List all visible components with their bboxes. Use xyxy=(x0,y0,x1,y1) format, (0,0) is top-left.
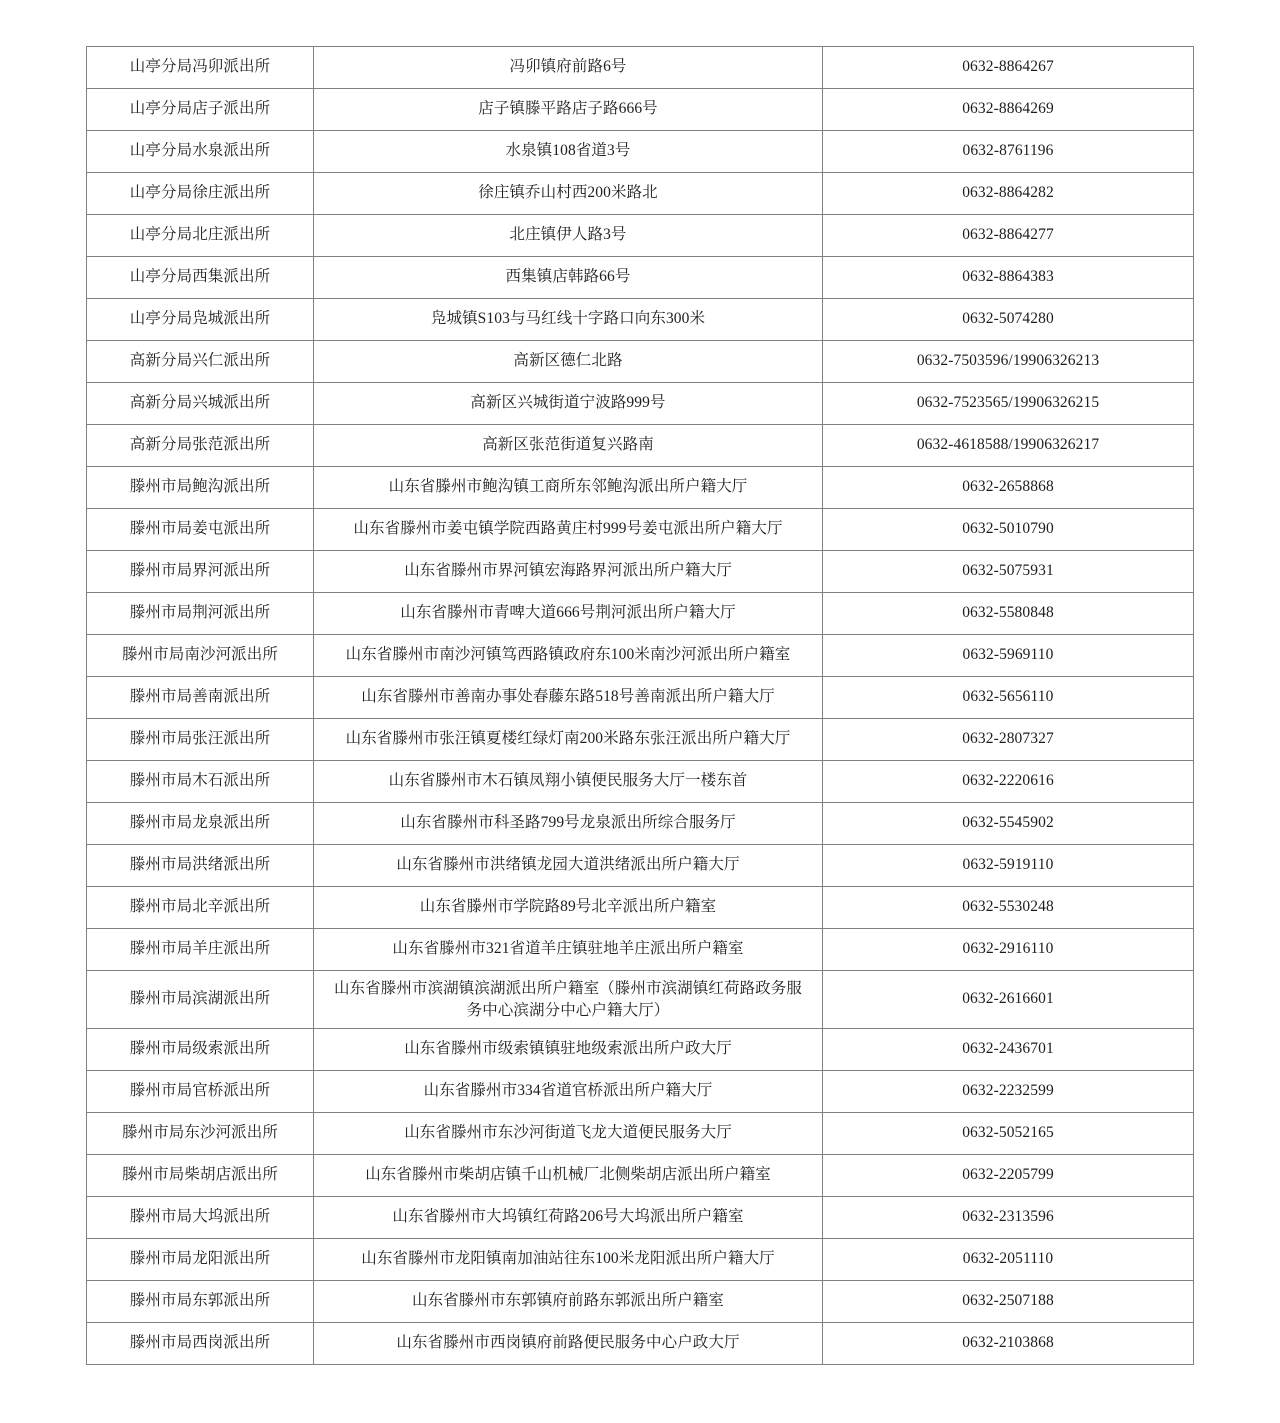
police-station-table xyxy=(86,46,1194,1365)
station-address-cell: 山东省滕州市东郭镇府前路东郭派出所户籍室 xyxy=(314,1281,823,1323)
station-name-cell: 山亭分局冯卯派出所 xyxy=(87,47,314,89)
table-row xyxy=(87,593,1194,635)
table-row xyxy=(87,1155,1194,1197)
table-row xyxy=(87,173,1194,215)
station-name-cell: 滕州市局西岗派出所 xyxy=(87,1323,314,1365)
table-row xyxy=(87,1239,1194,1281)
station-name-cell: 山亭分局水泉派出所 xyxy=(87,131,314,173)
station-address-cell: 山东省滕州市南沙河镇笃西路镇政府东100米南沙河派出所户籍室 xyxy=(314,635,823,677)
station-phone-cell: 0632-5075931 xyxy=(823,551,1194,593)
station-phone-cell: 0632-5919110 xyxy=(823,845,1194,887)
station-address-cell: 山东省滕州市滨湖镇滨湖派出所户籍室（滕州市滨湖镇红荷路政务服务中心滨湖分中心户籍大厅） xyxy=(314,971,823,1029)
station-name-cell: 高新分局兴城派出所 xyxy=(87,383,314,425)
station-phone-cell: 0632-2507188 xyxy=(823,1281,1194,1323)
station-name-cell: 滕州市局东沙河派出所 xyxy=(87,1113,314,1155)
station-address-cell: 高新区张范街道复兴路南 xyxy=(314,425,823,467)
station-name-cell: 滕州市局荆河派出所 xyxy=(87,593,314,635)
station-address-cell: 徐庄镇乔山村西200米路北 xyxy=(314,173,823,215)
station-phone-cell: 0632-2220616 xyxy=(823,761,1194,803)
table-row xyxy=(87,425,1194,467)
station-name-cell: 山亭分局徐庄派出所 xyxy=(87,173,314,215)
station-name-cell: 滕州市局柴胡店派出所 xyxy=(87,1155,314,1197)
table-row xyxy=(87,257,1194,299)
table-row xyxy=(87,1323,1194,1365)
station-phone-cell: 0632-5530248 xyxy=(823,887,1194,929)
table-row xyxy=(87,635,1194,677)
station-address-cell: 山东省滕州市木石镇凤翔小镇便民服务大厅一楼东首 xyxy=(314,761,823,803)
station-name-cell: 滕州市局鲍沟派出所 xyxy=(87,467,314,509)
station-phone-cell: 0632-5656110 xyxy=(823,677,1194,719)
table-row xyxy=(87,1071,1194,1113)
station-address-cell: 高新区德仁北路 xyxy=(314,341,823,383)
station-phone-cell: 0632-2313596 xyxy=(823,1197,1194,1239)
table-row xyxy=(87,845,1194,887)
station-name-cell: 滕州市局张汪派出所 xyxy=(87,719,314,761)
station-phone-cell: 0632-2103868 xyxy=(823,1323,1194,1365)
station-name-cell: 滕州市局洪绪派出所 xyxy=(87,845,314,887)
station-address-cell: 山东省滕州市西岗镇府前路便民服务中心户政大厅 xyxy=(314,1323,823,1365)
station-address-cell: 山东省滕州市321省道羊庄镇驻地羊庄派出所户籍室 xyxy=(314,929,823,971)
table-row xyxy=(87,341,1194,383)
station-phone-cell: 0632-2232599 xyxy=(823,1071,1194,1113)
station-phone-cell: 0632-2807327 xyxy=(823,719,1194,761)
table-row xyxy=(87,131,1194,173)
station-address-cell: 北庄镇伊人路3号 xyxy=(314,215,823,257)
station-name-cell: 滕州市局官桥派出所 xyxy=(87,1071,314,1113)
station-address-cell: 冯卯镇府前路6号 xyxy=(314,47,823,89)
station-phone-cell: 0632-2616601 xyxy=(823,971,1194,1029)
table-row xyxy=(87,467,1194,509)
station-address-cell: 店子镇滕平路店子路666号 xyxy=(314,89,823,131)
station-address-cell: 山东省滕州市龙阳镇南加油站往东100米龙阳派出所户籍大厅 xyxy=(314,1239,823,1281)
table-row xyxy=(87,929,1194,971)
station-phone-cell: 0632-2658868 xyxy=(823,467,1194,509)
station-phone-cell: 0632-4618588/19906326217 xyxy=(823,425,1194,467)
station-address-cell: 山东省滕州市学院路89号北辛派出所户籍室 xyxy=(314,887,823,929)
station-name-cell: 滕州市局级索派出所 xyxy=(87,1029,314,1071)
station-name-cell: 山亭分局店子派出所 xyxy=(87,89,314,131)
station-address-cell: 凫城镇S103与马红线十字路口向东300米 xyxy=(314,299,823,341)
station-address-cell: 山东省滕州市科圣路799号龙泉派出所综合服务厅 xyxy=(314,803,823,845)
station-phone-cell: 0632-5052165 xyxy=(823,1113,1194,1155)
station-phone-cell: 0632-5969110 xyxy=(823,635,1194,677)
station-address-cell: 高新区兴城街道宁波路999号 xyxy=(314,383,823,425)
table-row xyxy=(87,383,1194,425)
station-phone-cell: 0632-5074280 xyxy=(823,299,1194,341)
station-name-cell: 滕州市局善南派出所 xyxy=(87,677,314,719)
station-name-cell: 滕州市局大坞派出所 xyxy=(87,1197,314,1239)
station-address-cell: 山东省滕州市柴胡店镇千山机械厂北侧柴胡店派出所户籍室 xyxy=(314,1155,823,1197)
station-name-cell: 滕州市局姜屯派出所 xyxy=(87,509,314,551)
station-address-cell: 山东省滕州市东沙河街道飞龙大道便民服务大厅 xyxy=(314,1113,823,1155)
station-phone-cell: 0632-5545902 xyxy=(823,803,1194,845)
table-row xyxy=(87,551,1194,593)
station-name-cell: 高新分局张范派出所 xyxy=(87,425,314,467)
table-row xyxy=(87,677,1194,719)
table-row xyxy=(87,215,1194,257)
station-address-cell: 山东省滕州市大坞镇红荷路206号大坞派出所户籍室 xyxy=(314,1197,823,1239)
station-address-cell: 西集镇店韩路66号 xyxy=(314,257,823,299)
table-row xyxy=(87,803,1194,845)
station-phone-cell: 0632-5010790 xyxy=(823,509,1194,551)
station-address-cell: 水泉镇108省道3号 xyxy=(314,131,823,173)
station-phone-cell: 0632-2205799 xyxy=(823,1155,1194,1197)
station-address-cell: 山东省滕州市334省道官桥派出所户籍大厅 xyxy=(314,1071,823,1113)
station-phone-cell: 0632-8864282 xyxy=(823,173,1194,215)
station-name-cell: 滕州市局羊庄派出所 xyxy=(87,929,314,971)
table-row xyxy=(87,1029,1194,1071)
table-row xyxy=(87,719,1194,761)
station-phone-cell: 0632-2916110 xyxy=(823,929,1194,971)
station-address-cell: 山东省滕州市界河镇宏海路界河派出所户籍大厅 xyxy=(314,551,823,593)
station-phone-cell: 0632-2436701 xyxy=(823,1029,1194,1071)
table-row xyxy=(87,971,1194,1029)
station-name-cell: 山亭分局北庄派出所 xyxy=(87,215,314,257)
station-address-cell: 山东省滕州市鲍沟镇工商所东邻鲍沟派出所户籍大厅 xyxy=(314,467,823,509)
station-name-cell: 滕州市局龙泉派出所 xyxy=(87,803,314,845)
table-row xyxy=(87,47,1194,89)
station-name-cell: 滕州市局北辛派出所 xyxy=(87,887,314,929)
table-row xyxy=(87,1197,1194,1239)
station-phone-cell: 0632-8761196 xyxy=(823,131,1194,173)
station-name-cell: 滕州市局界河派出所 xyxy=(87,551,314,593)
station-name-cell: 高新分局兴仁派出所 xyxy=(87,341,314,383)
station-address-cell: 山东省滕州市级索镇镇驻地级索派出所户政大厅 xyxy=(314,1029,823,1071)
table-row xyxy=(87,761,1194,803)
table-row xyxy=(87,299,1194,341)
station-address-cell: 山东省滕州市青啤大道666号荆河派出所户籍大厅 xyxy=(314,593,823,635)
station-name-cell: 滕州市局东郭派出所 xyxy=(87,1281,314,1323)
station-name-cell: 滕州市局龙阳派出所 xyxy=(87,1239,314,1281)
station-name-cell: 滕州市局南沙河派出所 xyxy=(87,635,314,677)
station-name-cell: 山亭分局西集派出所 xyxy=(87,257,314,299)
station-phone-cell: 0632-7503596/19906326213 xyxy=(823,341,1194,383)
station-address-cell: 山东省滕州市善南办事处春藤东路518号善南派出所户籍大厅 xyxy=(314,677,823,719)
table-row xyxy=(87,887,1194,929)
station-address-cell: 山东省滕州市姜屯镇学院西路黄庄村999号姜屯派出所户籍大厅 xyxy=(314,509,823,551)
table-body xyxy=(87,47,1194,1365)
station-name-cell: 山亭分局凫城派出所 xyxy=(87,299,314,341)
station-phone-cell: 0632-8864269 xyxy=(823,89,1194,131)
table-row xyxy=(87,1113,1194,1155)
station-name-cell: 滕州市局木石派出所 xyxy=(87,761,314,803)
station-address-cell: 山东省滕州市洪绪镇龙园大道洪绪派出所户籍大厅 xyxy=(314,845,823,887)
table-row xyxy=(87,89,1194,131)
station-phone-cell: 0632-5580848 xyxy=(823,593,1194,635)
table-row xyxy=(87,1281,1194,1323)
station-phone-cell: 0632-7523565/19906326215 xyxy=(823,383,1194,425)
station-name-cell: 滕州市局滨湖派出所 xyxy=(87,971,314,1029)
station-phone-cell: 0632-8864383 xyxy=(823,257,1194,299)
table-row xyxy=(87,509,1194,551)
station-phone-cell: 0632-8864277 xyxy=(823,215,1194,257)
station-phone-cell: 0632-8864267 xyxy=(823,47,1194,89)
station-phone-cell: 0632-2051110 xyxy=(823,1239,1194,1281)
station-address-cell: 山东省滕州市张汪镇夏楼红绿灯南200米路东张汪派出所户籍大厅 xyxy=(314,719,823,761)
